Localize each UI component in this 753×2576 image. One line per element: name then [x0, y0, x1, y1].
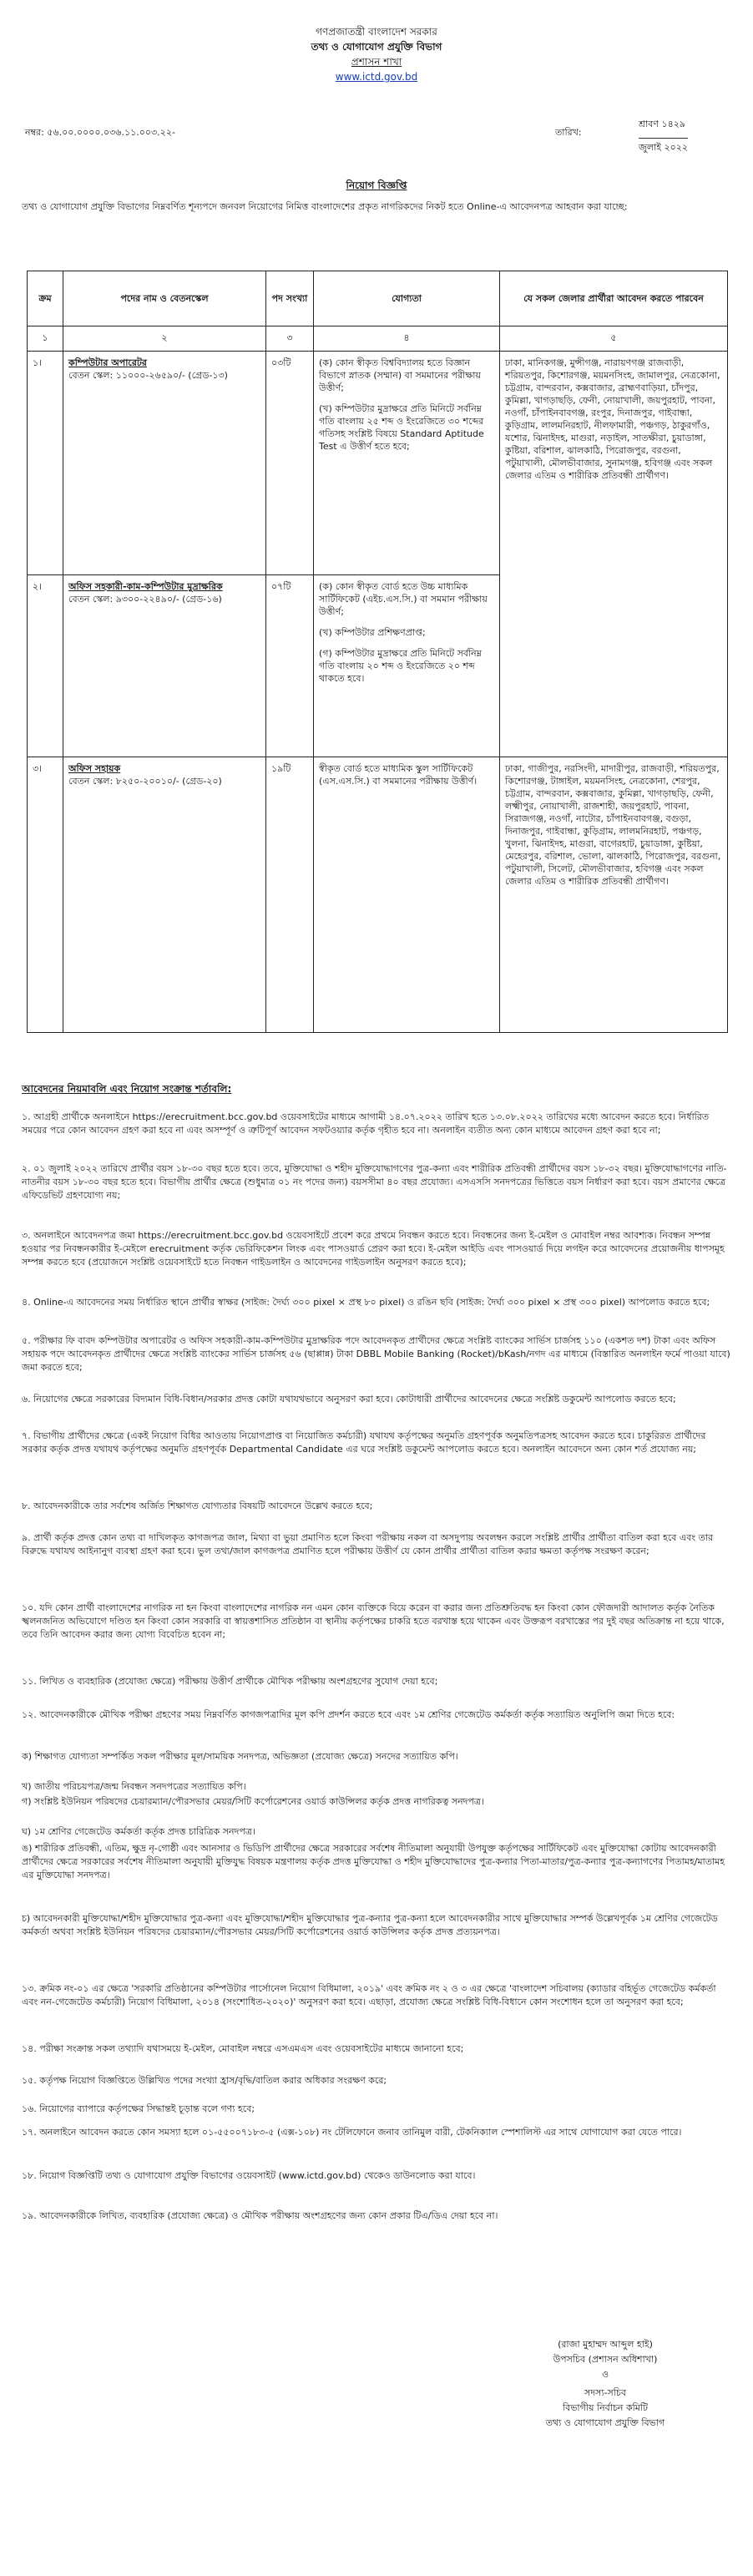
header-government: গণপ্রজাতন্ত্রী বাংলাদেশ সরকার — [316, 26, 437, 38]
row-count: ০৩টি — [266, 352, 314, 575]
condition-subitem: খ) জাতীয় পরিচয়পত্র/জন্ম নিবন্ধন সনদপত্রের সত্যায়িত কপি। — [22, 1781, 246, 1792]
signature-office: তথ্য ও যোগাযোগ প্রযুক্তি বিভাগ — [545, 2417, 665, 2428]
row-count: ১৯টি — [266, 757, 314, 1033]
condition-item: ৫. পরীক্ষার ফি বাবদ কম্পিউটার অপারেটর ও অফিস সহকারী-কাম-কম্পিউটার মুদ্রাক্ষরিক পদে আবেদনকৃত প্রার্থীদের ক্ষেত্রে সংশ্লিষ্ট ব্যাংকের সার্ভিস চার্জসহ ১১০ (একশত দশ) টাকা এবং অফিস সহায়ক পদে আবেদনকৃত প্রার্থীদের ক্ষেত্রে সংশ্লিষ্ট ব্যাংকের সার্ভিস চার্জসহ ৫৬ (ছাপ্পান্ন) টাকা DBBL Mobile Banking (Rocket)/bKash/নগদ এর মাধ্যমে (বিস্তারিত অনলাইন ফর্মে পাওয়া যাবে) জমা করতে হবে; — [22, 1335, 730, 1373]
condition-item: ১০. যদি কোন প্রার্থী বাংলাদেশের নাগরিক না হন কিংবা বাংলাদেশের নাগরিক নন এমন কোন ব্যক্তিকে বিয়ে করেন বা করার জন্য প্রতিশ্রুতিবদ্ধ হন কিংবা কোন ফৌজদারী আদালত কর্তৃক নৈতিক স্খলনজনিত অভিযোগে দণ্ডিত হন কিংবা কোন সরকারি বা স্বায়ত্তশাসিত প্রতিষ্ঠান বা স্থানীয় কর্তৃপক্ষের চাকরি হতে বরখাস্ত হয়ে থাকেন এবং উক্তরূপ বরখাস্তের পর দুই বছর অতিক্রান্ত না হয়ে থাকে, তবে তিনি আবেদন করার জন্য যোগ্য বিবেচিত হবেন না; — [22, 1602, 725, 1640]
notice-intro: তথ্য ও যোগাযোগ প্রযুক্তি বিভাগের নিম্নবর্ণিত শূন্যপদে জনবল নিয়োগের নিমিত্ত বাংলাদেশের প্রকৃত নাগরিকদের নিকট হতে Online-এ আবেদনপত্র আহবান করা যাচ্ছে: — [22, 201, 628, 212]
row-districts: ঢাকা, গাজীপুর, নরসিংদী, মাদারীপুর, রাজবাড়ী, শরিয়তপুর, কিশোরগঞ্জ, টাঙ্গাইল, ময়মনসিংহ, নেত্রকোনা, শেরপুর, চট্টগ্রাম, বান্দরবান, কক্সবাজার, কুমিল্লা, খাগড়াছড়ি, ফেনী, লক্ষ্মীপুর, নোয়াখালী, রাজশাহী, জয়পুরহাট, পাবনা, সিরাজগঞ্জ, নওগাঁ, নাটোর, চাঁপাইনবাবগঞ্জ, বগুড়া, দিনাজপুর, গাইবান্ধা, কুড়িগ্রাম, লালমনিরহাট, পঞ্চগড়, খুলনা, ঝিনাইদহ, মাগুরা, বাগেরহাট, চুয়াডাঙ্গা, কুষ্টিয়া, মেহেরপুর, বরিশাল, ভোলা, ঝালকাঠি, পিরোজপুর, বরগুনা, পটুয়াখালী, সিলেট, মৌলভীবাজার, হবিগঞ্জ এবং সকল জেলার এতিম ও শারীরিক প্রতিবন্ধী প্রার্থীগণ। — [500, 757, 728, 1033]
condition-subitem: চ) আবেদনকারী মুক্তিযোদ্ধা/শহীদ মুক্তিযোদ্ধার পুত্র-কন্যা এবং মুক্তিযোদ্ধা/শহীদ মুক্তিযোদ্ধার পুত্র-কন্যার পুত্র-কন্যা হলে আবেদনকারীর সাথে মুক্তিযোদ্ধার সম্পর্ক উল্লেখপূর্বক ১ম শ্রেণির গেজেটেড কর্মকর্তা অথবা সংশ্লিষ্ট ইউনিয়ন পরিষদের চেয়ারম্যান/পৌরসভার মেয়র/সিটি কর্পোরেশনের ওয়ার্ড কাউন্সিলর কর্তৃক প্রদত্ত প্রত্যয়নপত্র। — [22, 1913, 718, 1937]
signature-name: (রাজা মুহাম্মদ আব্দুল হাই) — [558, 2339, 653, 2350]
signature-designation: উপসচিব (প্রশাসন অধিশাখা) — [553, 2354, 658, 2365]
job-table — [27, 271, 728, 1033]
condition-item: ১২. আবেদনকারীকে মৌখিক পরীক্ষা গ্রহণের সময় নিম্নবর্ণিত কাগজপত্রাদির মূল কপি প্রদর্শন করতে হবে এবং ১ম শ্রেণির গেজেটেড কর্মকর্তা কর্তৃক সত্যায়িত অনুলিপি জমা দিতে হবে: — [22, 1709, 675, 1720]
header-post-name: পদের নাম ও বেতনস্কেল — [63, 271, 266, 326]
condition-item: ১৬. নিয়োগের ব্যাপারে কর্তৃপক্ষের সিদ্ধান্তই চূড়ান্ত বলে গণ্য হবে; — [22, 2103, 255, 2114]
memo-date-bangla: শ্রাবণ ১৪২৯ — [639, 119, 686, 129]
condition-item: ১৫. কর্তৃপক্ষ নিয়োগ বিজ্ঞপ্তিতে উল্লিখিত পদের সংখ্যা হ্রাস/বৃদ্ধি/বাতিল করার অধিকার সংরক্ষণ করে; — [22, 2075, 387, 2086]
header-serial: ক্রম — [28, 271, 63, 326]
condition-item: ৭. বিভাগীয় প্রার্থীদের ক্ষেত্রে (একই নিয়োগ বিধির আওতায় নিয়োগপ্রাপ্ত বা নিয়োজিত কর্মচারী) যথাযথ কর্তৃপক্ষের অনুমতি গ্রহণপূর্বক অনুমতিপত্রসহ আবেদন করতে হবে। চাকুরিরত প্রার্থীদের সরকার কর্তৃক প্রদত্ত যথাযথ কর্তৃপক্ষের অনুমতি গ্রহণপূর্বক Departmental Candidate এর ঘরে সংশ্লিষ্ট ডকুমেন্ট আপলোড করতে হবে। অনলাইন আবেদনে অন্য কোন শর্ত প্রযোজ্য নয়; — [22, 1430, 706, 1455]
qualification-item: (ক) কোন স্বীকৃত বিশ্ববিদ্যালয় হতে বিজ্ঞান বিভাগে স্নাতক (সম্মান) বা সমমানের পরীক্ষায় উত্তীর্ণ; — [319, 357, 481, 393]
row-serial: ১। — [28, 352, 63, 575]
post-title: অফিস সহায়ক — [68, 763, 121, 774]
post-scale: বেতন স্কেল: ৮২৫০-২০০১০/- (গ্রেড-২০) — [68, 776, 222, 787]
condition-item: ৮. আবেদনকারীকে তার সর্বশেষ অর্জিত শিক্ষাগত যোগ্যতার বিষয়টি আবেদনে উল্লেখ করতে হবে; — [22, 1501, 373, 1511]
memo-date-label: তারিখ: — [555, 127, 582, 138]
numbering-cell: ২ — [63, 326, 266, 352]
numbering-cell: ১ — [28, 326, 63, 352]
table-numbering-row — [28, 326, 728, 352]
condition-item: ১৮. নিয়োগ বিজ্ঞপ্তিটি তথ্য ও যোগাযোগ প্রযুক্তি বিভাগের ওয়েবসাইট (www.ictd.gov.bd) থেকেও ডাউনলোড করা যাবে। — [22, 2170, 476, 2181]
signature-and: ও — [601, 2369, 609, 2380]
numbering-cell: ৪ — [314, 326, 500, 352]
condition-subitem: ক) শিক্ষাগত যোগ্যতা সম্পর্কিত সকল পরীক্ষার মূল/সাময়িক সনদপত্র, অভিজ্ঞতা (প্রযোজ্য ক্ষেত্রে) সনদের সত্যায়িত কপি। — [22, 1751, 458, 1762]
numbering-cell: ৩ — [266, 326, 314, 352]
qualification-item: (খ) কম্পিউটার মুদ্রাক্ষরে প্রতি মিনিটে সর্বনিম্ন গতি বাংলায় ২৫ শব্দ ও ইংরেজিতে ৩০ শব্দের গতিসহ সংশ্লিষ্ট বিষয়ে Standard Aptitude Test এ উত্তীর্ণ হতে হবে; — [319, 403, 484, 452]
post-scale: বেতন স্কেল: ১১০০০-২৬৫৯০/- (গ্রেড-১৩) — [68, 370, 228, 381]
condition-item: ১৯. আবেদনকারীকে লিখিত, ব্যবহারিক (প্রযোজ্য ক্ষেত্রে) ও মৌখিক পরীক্ষায় অংশগ্রহণের জন্য কোন প্রকার টিএ/ডিএ দেয়া হবে না। — [22, 2210, 498, 2221]
condition-subitem: গ) সংশ্লিষ্ট ইউনিয়ন পরিষদের চেয়ারম্যান/পৌরসভার মেয়র/সিটি কর্পোরেশনের ওয়ার্ড কাউন্সিলর কর্তৃক প্রদত্ত নাগরিকত্ব সনদপত্র। — [22, 1796, 484, 1807]
conditions-heading: আবেদনের নিয়মাবলি এবং নিয়োগ সংক্রান্ত শর্তাবলি: — [22, 1083, 232, 1095]
header-districts: যে সকল জেলার প্রার্থীরা আবেদন করতে পারবেন — [500, 271, 728, 326]
condition-item: ৪. Online-এ আবেদনের সময় নির্ধারিত স্থানে প্রার্থীর স্বাক্ষর (সাইজ: দৈর্ঘ্য ৩০০ pixel × প্রস্থ ৮০ pixel) ও রঙিন ছবি (সাইজ: দৈর্ঘ্য ৩০০ pixel × প্রস্থ ৩০০ pixel) আপলোড করতে হবে; — [22, 1297, 710, 1308]
signature-committee: বিভাগীয় নির্বাচন কমিটি — [562, 2402, 649, 2413]
memo-date-english: জুলাই ২০২২ — [639, 138, 688, 156]
row-post-cell — [63, 352, 266, 575]
table-header-row — [28, 271, 728, 326]
table-row — [28, 757, 728, 1033]
condition-subitem: ঙ) শারীরিক প্রতিবন্ধী, এতিম, ক্ষুদ্র নৃ-গোষ্ঠী এবং আনসার ও ভিডিপি প্রার্থীদের ক্ষেত্রে সরকারের সর্বশেষ নীতিমালা অনুযায়ী উপযুক্ত কর্তৃপক্ষের সার্টিফিকেট এবং মুক্তিযোদ্ধা কোটায় আবেদনকারী প্রার্থীদের ক্ষেত্রে সরকারের সর্বশেষ নীতিমালা অনুযায়ী মুক্তিযুদ্ধ বিষয়ক মন্ত্রণালয় কর্তৃক প্রদত্ত মুক্তিযোদ্ধা ও শহীদ মুক্তিযোদ্ধাদের পুত্র-কন্যার পিতা-মাতার/পুত্র-কন্যার পুত্র-কন্যাগণের পিতামহ/মাতামহ এর মুক্তিযোদ্ধা সনদপত্র। — [22, 1843, 725, 1880]
memo-number: নম্বর: ৫৬.০০.০০০০.০৩৬.১১.০০৩.২২- — [25, 127, 175, 138]
header-website-link[interactable]: www.ictd.gov.bd — [335, 71, 418, 83]
condition-item: ২. ০১ জুলাই ২০২২ তারিখে প্রার্থীর বয়স ১৮-৩০ বছর হতে হবে। তবে, মুক্তিযোদ্ধা ও শহীদ মুক্তিযোদ্ধাগণের পুত্র-কন্যা এবং শারীরিক প্রতিবন্ধী প্রার্থীদের বয়স ১৮-৩২ বছর। মুক্তিযোদ্ধাগণের নাতি-নাতনীর বয়স ১৮-৩০ বছর হতে হবে। বিভাগীয় প্রার্থীর ক্ষেত্রে (শুধুমাত্র ০১ নং পদের জন্য) বয়সসীমা ৪০ বছর প্রযোজ্য। এসএসসি সনদপত্রের ভিত্তিতে বয়স নির্ধারণ করা হবে। বয়স প্রমাণের ক্ষেত্রে এফিডেভিট গ্রহণযোগ্য নয়; — [22, 1163, 727, 1201]
notice-title: নিয়োগ বিজ্ঞপ্তি — [346, 180, 407, 191]
numbering-cell: ৫ — [500, 326, 728, 352]
condition-item: ১১. লিখিত ও ব্যবহারিক (প্রযোজ্য ক্ষেত্রে) পরীক্ষায় উত্তীর্ণ প্রার্থীকে মৌখিক পরীক্ষায় অংশগ্রহণের সুযোগ দেয়া হবে; — [22, 1676, 438, 1687]
condition-item: ১৩. ক্রমিক নং-০১ এর ক্ষেত্রে 'সরকারি প্রতিষ্ঠানের কম্পিউটার পার্সোনেল নিয়োগ বিধিমালা, ২০১৯' এবং ক্রমিক নং ২ ও ৩ এর ক্ষেত্রে 'বাংলাদেশ সচিবালয় (ক্যাডার বহির্ভূত গেজেটেড কর্মকর্তা এবং নন-গেজেটেড কর্মচারী) নিয়োগ বিধিমালা, ২০১৪ (সংশোধিত-২০২০)' অনুসরণ করা হবে। এছাড়া, প্রযোজ্য ক্ষেত্রে সংশ্লিষ্ট বিধি-বিধানে কোন সংশোধন হলে তা অনুসরণ করা হবে; — [22, 1983, 716, 2007]
condition-item: ৬. নিয়োগের ক্ষেত্রে সরকারের বিদ্যমান বিধি-বিধান/সরকার প্রদত্ত কোটা যথাযথভাবে অনুসরণ করা হবে। কোটাধারী প্রার্থীদের আবেদনের ক্ষেত্রে সংশ্লিষ্ট ডকুমেন্ট আপলোড করতে হবে; — [22, 1394, 676, 1404]
row-serial: ২। — [28, 575, 63, 757]
condition-subitem: ঘ) ১ম শ্রেণির গেজেটেড কর্মকর্তা কর্তৃক প্রদত্ত চারিত্রিক সনদপত্র। — [22, 1826, 255, 1837]
header-post-count: পদ সংখ্যা — [266, 271, 314, 326]
table-row — [28, 352, 728, 575]
row-qualification: স্বীকৃত বোর্ড হতে মাধ্যমিক স্কুল সার্টিফিকেট (এস.এস.সি.) বা সমমানের পরীক্ষায় উত্তীর্ণ। — [314, 757, 500, 1033]
qualification-item: (ক) কোন স্বীকৃত বোর্ড হতে উচ্চ মাধ্যমিক সার্টিফিকেট (এইচ.এস.সি.) বা সমমান পরীক্ষায় উত্তীর্ণ; — [319, 581, 488, 617]
row-districts: ঢাকা, মানিকগঞ্জ, মুন্সীগঞ্জ, নারায়ণগঞ্জ রাজবাড়ী, শরিয়তপুর, কিশোরগঞ্জ, ময়মনসিংহ, জামালপুর, নেত্রকোনা, চট্টগ্রাম, বান্দরবান, কক্সবাজার, ব্রাহ্মণবাড়িয়া, চাঁদপুর, কুমিল্লা, খাগড়াছড়ি, ফেনী, নোয়াখালী, জয়পুরহাট, পাবনা, নওগাঁ, চাঁপাইনবাবগঞ্জ, রংপুর, দিনাজপুর, গাইবান্ধা, কুড়িগ্রাম, লালমনিরহাট, নীলফামারী, পঞ্চগড়, ঠাকুরগাঁও, যশোর, ঝিনাইদহ, মাগুরা, নড়াইল, সাতক্ষীরা, চুয়াডাঙ্গা, কুষ্টিয়া, বরিশাল, ঝালকাঠি, পিরোজপুর, বরগুনা, পটুয়াখালী, মৌলভীবাজার, সুনামগঞ্জ, হবিগঞ্জ এবং সকল জেলার এতিম ও শারীরিক প্রতিবন্ধী প্রার্থীগণ। — [500, 352, 728, 757]
header-qualification: যোগ্যতা — [314, 271, 500, 326]
row-qualification-cell — [314, 575, 500, 757]
row-count: ০৭টি — [266, 575, 314, 757]
row-post-cell — [63, 757, 266, 1033]
row-serial: ৩। — [28, 757, 63, 1033]
post-title: অফিস সহকারী-কাম-কম্পিউটার মুদ্রাক্ষরিক — [68, 581, 223, 592]
condition-item: ১৪. পরীক্ষা সংক্রান্ত সকল তথ্যাদি যথাসময়ে ই-মেইল, মোবাইল নম্বরে এসএমএস এবং ওয়েবসাইটের মাধ্যমে জানানো হবে; — [22, 2043, 464, 2054]
row-qualification-cell — [314, 352, 500, 575]
row-post-cell — [63, 575, 266, 757]
condition-item: ৯. প্রার্থী কর্তৃক প্রদত্ত কোন তথ্য বা দাখিলকৃত কাগজপত্র জাল, মিথ্যা বা ভুয়া প্রমাণিত হলে কিংবা পরীক্ষায় নকল বা অসদুপায় অবলম্বন করলে সংশ্লিষ্ট প্রার্থীর প্রার্থীতা বাতিল করা হবে এবং তার বিরুদ্ধে যথাযথ আইনানুগ ব্যবস্থা গ্রহণ করা হবে। ভুল তথ্য/জাল কাগজপত্র প্রমাণিত হলে পরীক্ষায় উত্তীর্ণ যে কোন প্রার্থীর প্রার্থীতা বাতিল করার ক্ষমতা কর্তৃপক্ষ সংরক্ষণ করেন; — [22, 1532, 714, 1556]
qualification-item: (গ) কম্পিউটার মুদ্রাক্ষরে প্রতি মিনিটে সর্বনিম্ন গতি বাংলায় ২০ শব্দ ও ইংরেজিতে ২০ শব্দ থাকতে হবে। — [319, 648, 482, 684]
qualification-item: (খ) কম্পিউটার প্রশিক্ষণপ্রাপ্ত; — [319, 627, 426, 638]
header-section: প্রশাসন শাখা — [351, 56, 402, 68]
post-scale: বেতন স্কেল: ৯৩০০-২২৪৯০/- (গ্রেড-১৬) — [68, 594, 222, 605]
condition-item: ৩. অনলাইনে আবেদনপত্র জমা https://erecruitment.bcc.gov.bd ওয়েবসাইটে প্রবেশ করে প্রথমে নিবন্ধন করতে হবে। নিবন্ধনের জন্য ই-মেইল ও মোবাইল নম্বর আবশ্যক। নিবন্ধন সম্পন্ন হওয়ার পর নিবন্ধনকারীর ই-মেইলে erecruitment কর্তৃক ভেরিফিকেশন লিংক এবং পাসওয়ার্ড প্রেরণ করা হবে। ই-মেইল আইডি এবং পাসওয়ার্ড দিয়ে লগইন করে আবেদনের প্রয়োজনীয় ধাপসমূহ সম্পন্ন করতে হবে (প্রয়োজনে সংশ্লিষ্ট ওয়েবসাইটে হতে নিবন্ধন গাইডলাইন ও আবেদনের গাইডলাইন অনুসরণ করতে হবে); — [22, 1230, 725, 1268]
condition-item: ১৭. অনলাইনে আবেদন করতে কোন সমস্যা হলে ০১-৫৫০০৭১৮৩-৫ (এক্স-১০৮) নং টেলিফোনে জনাব তানিমুল বারী, টেকনিক্যাল স্পেশালিস্ট এর সাথে যোগাযোগ করা যেতে পারে। — [22, 2127, 682, 2138]
header-division: তথ্য ও যোগাযোগ প্রযুক্তি বিভাগ — [311, 41, 442, 53]
condition-item: ১. আগ্রহী প্রার্থীকে অনলাইনে https://erecruitment.bcc.gov.bd ওয়েবসাইটের মাধ্যমে আগামী ১৪.০৭.২০২২ তারিখ হতে ১৩.০৮.২০২২ তারিখের মধ্যে আবেদন করতে হবে। নির্ধারিত সময়ের পরে কোন আবেদন গ্রহণ করা হবে না এবং অসম্পূর্ণ ও ত্রুটিপূর্ণ আবেদন সফটওয়্যার কর্তৃক গৃহীত হবে না। অনলাইন ব্যতীত অন্য কোন মাধ্যমে আবেদন গ্রহণ করা হবে না; — [22, 1111, 710, 1136]
post-title: কম্পিউটার অপারেটর — [68, 357, 147, 368]
signature-role: সদস্য-সচিব — [584, 2387, 626, 2398]
